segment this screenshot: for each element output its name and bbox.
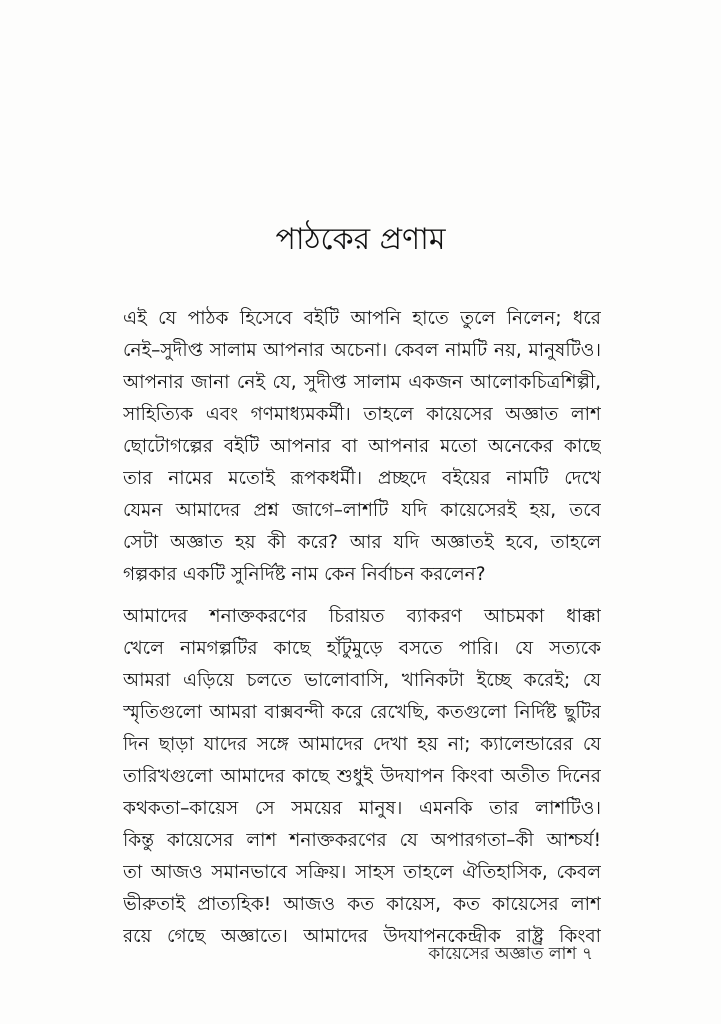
text-line: রয়ে গেছে অজ্ঞাতে। আমাদের উদযাপনকেন্দ্রীক রাষ্ট্র কিংবা bbox=[123, 926, 601, 947]
text-line: ছোটোগল্পের বইটি আপনার বা আপনার মতো অনেকের কাছে bbox=[123, 436, 601, 457]
text-line: সাহিত্যিক এবং গণমাধ্যমকর্মী। তাহলে কায়েসের অজ্ঞাত লাশ bbox=[123, 404, 601, 425]
text-line: তা আজও সমানভাবে সক্রিয়। সাহস তাহলে ঐতিহাসিক, কেবল bbox=[123, 862, 601, 883]
text-line: আমাদের শনাক্তকরণের চিরায়ত ব্যাকরণ আচমকা ধাক্কা bbox=[123, 606, 601, 627]
text-line: কিন্তু কায়েসের লাশ শনাক্তকরণের যে অপারগতা–কী আশ্চর্য! bbox=[123, 830, 601, 851]
text-line: আমরা এড়িয়ে চলতে ভালোবাসি, খানিকটা ইচ্ছে করেই; যে bbox=[123, 670, 601, 691]
text-line: কথকতা–কায়েস সে সময়ের মানুষ। এমনকি তার লাশটিও। bbox=[123, 798, 601, 819]
text-line: ভীরুতাই প্রাত্যহিক! আজও কত কায়েস, কত কায়েসের লাশ bbox=[123, 894, 601, 915]
text-line: আপনার জানা নেই যে, সুদীপ্ত সালাম একজন আলোকচিত্রশিল্পী, bbox=[123, 372, 601, 393]
running-footer: কায়েসের অজ্ঞাত লাশ ৭ bbox=[428, 944, 593, 964]
text-line: যেমন আমাদের প্রশ্ন জাগে–লাশটি যদি কায়েসেরই হয়, তবে bbox=[123, 500, 601, 521]
text-line: স্মৃতিগুলো আমরা বাক্সবন্দী করে রেখেছি, কতগুলো নির্দিষ্ট ছুটির bbox=[123, 702, 601, 723]
text-line: গল্পকার একটি সুনির্দিষ্ট নাম কেন নির্বাচন করলেন? bbox=[123, 564, 486, 585]
text-line: তারিখগুলো আমাদের কাছে শুধুই উদযাপন কিংবা অতীত দিনের bbox=[123, 766, 601, 787]
page-title: পাঠকের প্রণাম bbox=[275, 222, 446, 257]
text-line: তার নামের মতোই রূপকধর্মী। প্রচ্ছদে বইয়ের নামটি দেখে bbox=[123, 468, 601, 489]
text-line: দিন ছাড়া যাদের সঙ্গে আমাদের দেখা হয় না; ক্যালেন্ডারের যে bbox=[123, 734, 601, 755]
paragraph-2 bbox=[123, 601, 601, 953]
text-line: সেটা অজ্ঞাত হয় কী করে? আর যদি অজ্ঞাতই হবে, তাহলে bbox=[123, 532, 601, 553]
text-line: খেলে নামগল্পটির কাছে হাঁটুমুড়ে বসতে পারি। যে সত্যকে bbox=[123, 638, 601, 659]
paragraph-1 bbox=[123, 303, 601, 591]
text-line: এই যে পাঠক হিসেবে বইটি আপনি হাতে তুলে নিলেন; ধরে bbox=[123, 308, 601, 329]
body-text bbox=[123, 303, 601, 953]
text-line: নেই–সুদীপ্ত সালাম আপনার অচেনা। কেবল নামটি নয়, মানুষটিও। bbox=[123, 340, 601, 361]
